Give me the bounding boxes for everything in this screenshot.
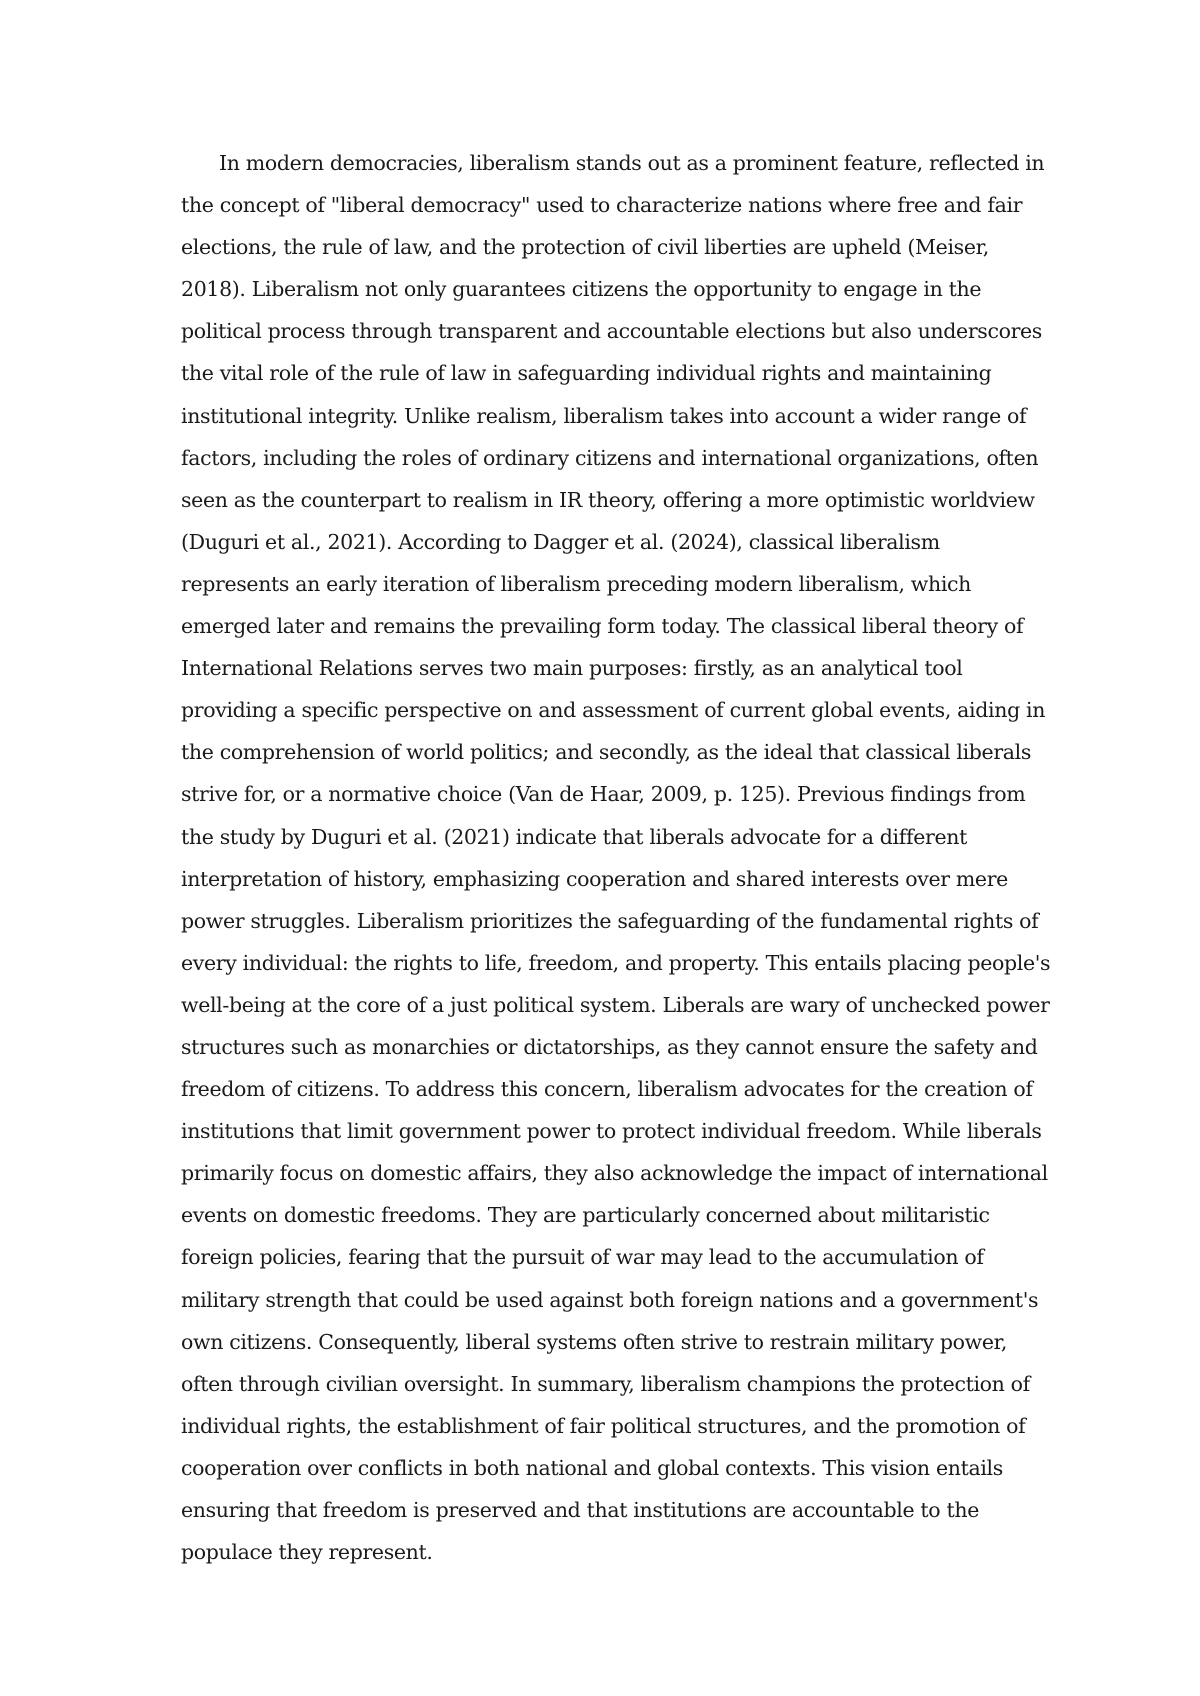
paragraph-line: foreign policies, fearing that the pursuit of war may lead to the accumulation of (181, 1245, 984, 1270)
paragraph-line: individual rights, the establishment of fair political structures, and the promotion of (181, 1413, 1026, 1438)
paragraph-line: interpretation of history, emphasizing cooperation and shared interests over mere (181, 866, 1008, 891)
paragraph-line: institutions that limit government power to protect individual freedom. While liberals (181, 1119, 1042, 1144)
paragraph-line: represents an early iteration of liberalism preceding modern liberalism, which (181, 571, 972, 596)
paragraph-line: ensuring that freedom is preserved and that institutions are accountable to the (181, 1498, 979, 1522)
paragraph-line: primarily focus on domestic affairs, they also acknowledge the impact of international (181, 1161, 1048, 1186)
paragraph-line: cooperation over conflicts in both national and global contexts. This vision entails (181, 1455, 1003, 1480)
paragraph-line: strive for, or a normative choice (Van de Haar, 2009, p. 125). Previous findings from (181, 782, 1026, 807)
paragraph-line: political process through transparent and accountable elections but also underscores (181, 319, 1042, 344)
paragraph-line: the vital role of the rule of law in safeguarding individual rights and maintaining (181, 361, 992, 386)
paragraph-line: freedom of citizens. To address this concern, liberalism advocates for the creation of (181, 1077, 1033, 1102)
paragraph-line: seen as the counterpart to realism in IR theory, offering a more optimistic worldview (181, 487, 1035, 512)
paragraph-line: 2018). Liberalism not only guarantees citizens the opportunity to engage in the (181, 277, 982, 302)
paragraph-line: (Duguri et al., 2021). According to Dagger et al. (2024), classical liberalism (181, 529, 940, 554)
paragraph-line: the concept of "liberal democracy" used to characterize nations where free and fair (181, 193, 1023, 218)
paragraph-line: the comprehension of world politics; and secondly, as the ideal that classical liberals (181, 740, 1032, 765)
paragraph-line: populace they represent. (181, 1540, 433, 1565)
paragraph-line: own citizens. Consequently, liberal systems often strive to restrain military power, (181, 1329, 1008, 1354)
paragraph-line: elections, the rule of law, and the protection of civil liberties are upheld (Meiser, (181, 235, 989, 260)
paragraph-line: often through civilian oversight. In summary, liberalism champions the protection of (181, 1371, 1030, 1396)
paragraph-line: International Relations serves two main purposes: firstly, as an analytical tool (181, 656, 963, 681)
paragraph-line: factors, including the roles of ordinary citizens and international organizations, often (181, 445, 1039, 470)
paragraph-line: institutional integrity. Unlike realism, liberalism takes into account a wider range of (181, 403, 1027, 428)
paragraph-line: well-being at the core of a just political system. Liberals are wary of unchecked power (181, 992, 1050, 1017)
paragraph-line: emerged later and remains the prevailing form today. The classical liberal theory of (181, 614, 1024, 639)
paragraph-line: providing a specific perspective on and assessment of current global events, aiding in (181, 698, 1046, 723)
paragraph-line: structures such as monarchies or dictatorships, as they cannot ensure the safety and (181, 1034, 1038, 1059)
paragraph-line: events on domestic freedoms. They are particularly concerned about militaristic (181, 1203, 990, 1228)
paragraph-line: military strength that could be used against both foreign nations and a government's (181, 1287, 1039, 1312)
paragraph-line: In modern democracies, liberalism stands out as a prominent feature, reflected in (219, 151, 1045, 175)
body-paragraph (181, 142, 1051, 1573)
paragraph-line: power struggles. Liberalism prioritizes the safeguarding of the fundamental rights of (181, 908, 1039, 933)
paragraph-line: the study by Duguri et al. (2021) indicate that liberals advocate for a different (181, 824, 967, 849)
paragraph-line: every individual: the rights to life, freedom, and property. This entails placing people's (181, 950, 1051, 975)
